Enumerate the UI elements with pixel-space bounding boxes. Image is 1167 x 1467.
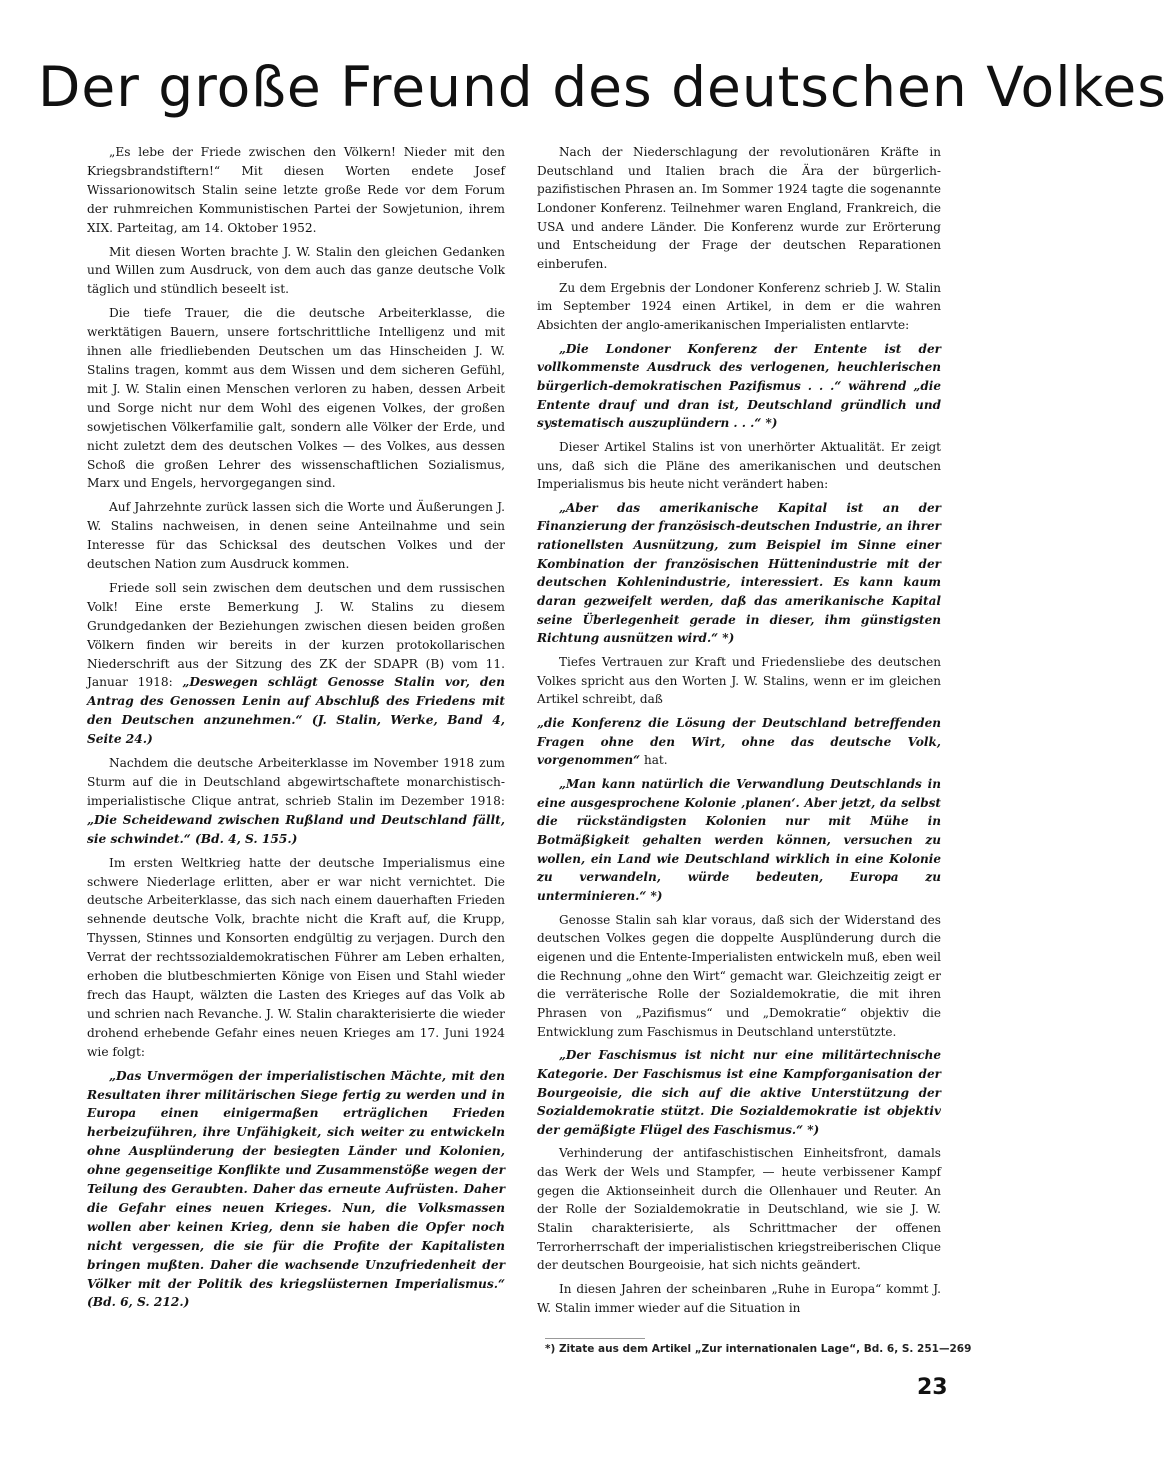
paragraph: Auf Jahrzehnte zurück lassen sich die Worte und Äußerungen J. W. Stalins nachweisen, in denen seine Anteilnahme und sein Interesse für das Schicksal des deutschen Volkes und der deutschen Nation zum Ausdruck kommen. [87,500,505,572]
inline-quote: „Deswegen schlägt Genosse Stalin vor, den Antrag des Genossen Lenin auf Abschluß des Friedens mit den Deutschen anzunehmen.“ (J. Stalin, Werke, Band 4, Seite 24.) [87,675,505,747]
paragraph: Nach der Niederschlagung der revolutionären Kräfte in Deutschland und Italien brach die Ära der bürgerlich-pazifistischen Phrasen an. Im Sommer 1924 tagte die sogenannte Londoner Konferenz. Teilnehmer waren England, Frankreich, die USA und andere Länder. Die Konferenz wurde zur Erörterung und Entscheidung der Frage der deutschen Reparationen einberufen. [537,145,941,271]
paragraph-text: Friede soll sein zwischen dem deutschen und dem russischen Volk! Eine erste Bemerkung J. W. Stalins zu diesem Grundgedanken der Beziehungen zwischen diesen beiden großen Völkern finden wir bereits in der kurzen protokollarischen Niederschrift aus der Sitzung des ZK der SDAPR (B) vom 11. Januar 1918: [87,580,505,690]
block-quote: „Die Londoner Konferenz der Entente ist der vollkommenste Ausdruck des verlogenen, heuchlerischen bürgerlich-demokratischen Pazifismus . . .“ während „die Entente drauf und dran ist, Deutschland gründlich und systematisch auszuplündern . . .“ *) [537,341,941,431]
inline-quote: „Die Scheidewand zwischen Rußland und Deutschland fällt, sie schwindet.“ (Bd. 4, S. 155.) [87,812,505,846]
paragraph: Zu dem Ergebnis der Londoner Konferenz schrieb J. W. Stalin im September 1924 einen Artikel, in dem er die wahren Absichten der anglo-amerikanischen Imperialisten entlarvte: [537,280,941,332]
block-quote: „Das Unvermögen der imperialistischen Mächte, mit den Resultaten ihrer militärischen Siege fertig zu werden und in Europa einen einigermaßen erträglichen Frieden herbeizuführen, ihre Unfähigkeit, sich weiter zu entwickeln ohne Ausplünderung der besiegten Länder und Kolonien, ohne gegenseitige Konflikte und Zusammenstöße wegen der Teilung des Geraubten. Daher das erneute Aufrüsten. Daher die Gefahr eines neuen Krieges. Nun, die Volksmassen wollen aber keinen Krieg, denn sie haben die Opfer noch nicht vergessen, die sie für die Profite der Kapitalisten bringen mußten. Daher die wachsende Unzufriedenheit der Völker mit der Politik des kriegslüsternen Imperialismus.“ (Bd. 6, S. 212.) [87,1068,505,1310]
right-column [537,143,941,1322]
paragraph: Genosse Stalin sah klar voraus, daß sich der Widerstand des deutschen Volkes gegen die doppelte Ausplünderung durch die eigenen und die Entente-Imperialisten entwickeln muß, eben weil die Rechnung „ohne den Wirt“ gemacht war. Gleichzeitig zeigt er die verräterische Rolle der Sozialdemokratie, die mit ihren Phrasen von „Pazifismus“ und „Demokratie“ objektiv die Entwicklung zum Faschismus in Deutschland unterstützte. [537,912,941,1039]
paragraph-text: Nachdem die deutsche Arbeiterklasse im November 1918 zum Sturm auf die in Deutschland abgewirtschaftete monarchistisch-imperialistische Clique antrat, schrieb Stalin im Dezember 1918: [87,756,505,808]
paragraph: Verhinderung der antifaschistischen Einheitsfront, damals das Werk der Wels und Stampfer, — heute verbissener Kampf gegen die Aktionseinheit durch die Ollenhauer und Reuter. An der Rolle der Sozialdemokratie in Deutschland, wie sie J. W. Stalin charakterisierte, als Schrittmacher der offenen Terrorherrschaft der imperialistischen kriegstreiberischen Clique der deutschen Bourgeoisie, hat sich nichts geändert. [537,1146,941,1273]
paragraph-text: hat. [640,753,668,768]
paragraph [537,714,941,770]
paragraph: Die tiefe Trauer, die die deutsche Arbeiterklasse, die werktätigen Bauern, unsere fortschrittliche Intelligenz und mit ihnen alle friedliebenden Deutschen um das Hinscheiden J. W. Stalins tragen, kommt aus dem Wissen und dem sicheren Gefühl, mit J. W. Stalin einen Menschen verloren zu haben, dessen Arbeit und Sorge nicht nur dem Wohl des eigenen Volkes, der großen sowjetischen Völkerfamilie galt, sondern alle Völker der Erde, und nicht zuletzt dem des deutschen Volkes — des Volkes, aus dessen Schoß die großen Lehrer des wissenschaftlichen Sozialismus, Marx und Engels, hervorgegangen sind. [87,306,505,491]
paragraph: Im ersten Weltkrieg hatte der deutsche Imperialismus eine schwere Niederlage erlitten, aber er war nicht vernichtet. Die deutsche Arbeiterklasse, das sich nach einem dauerhaften Frieden sehnende deutsche Volk, brachte nicht die Kraft auf, die Krupp, Thyssen, Stinnes und Konsorten endgültig zu verjagen. Durch den Verrat der rechtssozialdemokratischen Führer am Leben erhalten, erhoben die blutbeschmierten Könige von Eisen und Stahl wieder frech das Haupt, wälzten die Lasten des Krieges auf das Volk ab und schrien nach Revanche. J. W. Stalin charakterisierte die wieder drohend erhebende Gefahr eines neuen Krieges am 17. Juni 1924 wie folgt: [87,855,505,1059]
block-quote: „Man kann natürlich die Verwandlung Deutschlands in eine ausgesprochene Kolonie ‚planen‘. Aber jetzt, da selbst die rückständigsten Kolonien nur mit Mühe in Botmäßigkeit gehalten werden können, versuchen zu wollen, ein Land wie Deutschland wirklich in eine Kolonie zu verwandeln, würde bedeuten, Europa zu unterminieren.“ *) [537,777,941,903]
paragraph: Dieser Artikel Stalins ist von unerhörter Aktualität. Er zeigt uns, daß sich die Pläne des amerikanischen und deutschen Imperialismus bis heute nicht verändert haben: [537,439,941,492]
block-quote: „Der Faschismus ist nicht nur eine militärtechnische Kategorie. Der Faschismus ist eine Kampforganisation der Bourgeoisie, die sich auf die aktive Unterstützung der Sozialdemokratie stützt. Die Sozialdemokratie ist objektiv der gemäßigte Flügel des Faschismus.“ *) [537,1048,941,1137]
footnote: *) Zitate aus dem Artikel „Zur internationalen Lage“, Bd. 6, S. 251—269 [545,1343,972,1355]
paragraph: Tiefes Vertrauen zur Kraft und Friedensliebe des deutschen Volkes spricht aus den Worten J. W. Stalins, wenn er im gleichen Artikel schreibt, daß [537,655,941,707]
inline-quote: „die Konferenz die Lösung der Deutschland betreffenden Fragen ohne den Wirt, ohne das deutsche Volk, vorgenommen“ [537,716,941,768]
paragraph [87,754,505,849]
article-headline: Der große Freund des deutschen Volkes [38,55,1167,119]
paragraph: „Es lebe der Friede zwischen den Völkern! Nieder mit den Kriegsbrandstiftern!“ Mit diesen Worten endete Josef Wissarionowitsch Stalin seine letzte große Rede vor dem Forum der ruhmreichen Kommunistischen Partei der Sowjetunion, ihrem XIX. Parteitag, am 14. Oktober 1952. [87,145,505,235]
paragraph: In diesen Jahren der scheinbaren „Ruhe in Europa“ kommt J. W. Stalin immer wieder auf die Situation in [537,1282,941,1315]
left-column [87,143,505,1317]
page-number: 23 [917,1375,948,1400]
paragraph: Mit diesen Worten brachte J. W. Stalin den gleichen Gedanken und Willen zum Ausdruck, von dem auch das ganze deutsche Volk täglich und stündlich beseelt ist. [87,244,505,297]
paragraph [87,579,505,749]
footnote-divider [545,1338,645,1339]
block-quote: „Aber das amerikanische Kapital ist an der Finanzierung der französisch-deutschen Industrie, an ihrer rationellsten Ausnützung, zum Beispiel im Sinne einer Kombination der französischen Hüttenindustrie mit der deutschen Kohlenindustrie, interessiert. Es kann kaum daran gezweifelt werden, daß das amerikanische Kapital seine Überlegenheit gerade in dieser, ihm günstigsten Richtung ausnützen wird.“ *) [537,500,941,646]
